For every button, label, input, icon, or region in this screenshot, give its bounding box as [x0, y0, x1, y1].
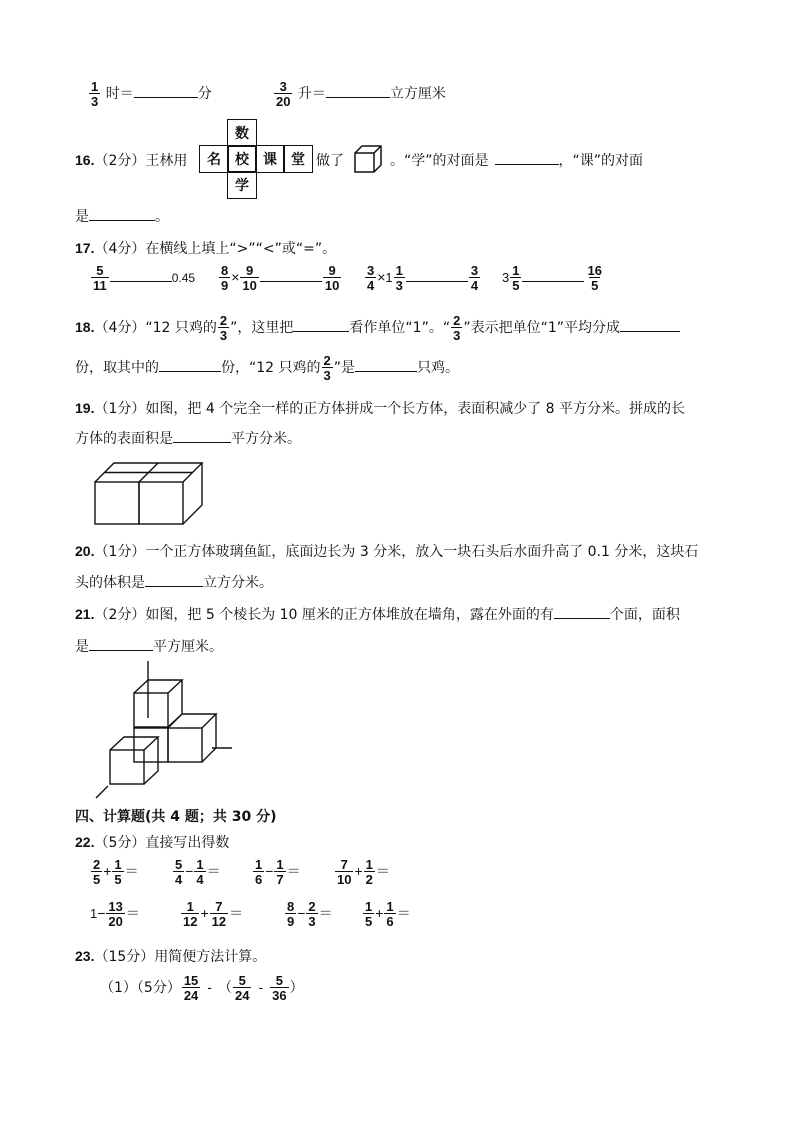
numerator: 3 [470, 263, 479, 278]
text: − [297, 905, 306, 921]
answer-blank[interactable] [89, 206, 155, 221]
fraction [182, 974, 200, 1002]
text: 王林用 [145, 153, 188, 169]
text: ”，这里把 [230, 320, 294, 336]
text: 分 [197, 86, 212, 102]
fraction [364, 858, 375, 886]
compare-1 [90, 264, 195, 292]
text: - [207, 979, 212, 995]
fraction [384, 900, 395, 928]
numerator: 1 [386, 899, 394, 914]
calc-item [252, 858, 301, 886]
answer-blank[interactable] [173, 428, 231, 443]
calc-item [180, 900, 243, 928]
compare-3 [364, 264, 481, 292]
numerator: 2 [219, 313, 228, 328]
text: ＝ [286, 864, 301, 880]
net-cell: 校 [227, 145, 257, 173]
question-16-cont [390, 150, 643, 170]
numerator: 1 [365, 857, 373, 872]
denominator: 3 [91, 94, 99, 109]
text: − [97, 905, 106, 921]
text: 头的体积是 [75, 575, 145, 591]
text: 方体的表面积是 [75, 431, 173, 447]
denominator: 3 [323, 368, 331, 383]
text: 一个正方体玻璃鱼缸，底面边长为 3 分米，放入一块石头后水面升高了 0.1 分米，这块石 [145, 544, 699, 560]
denominator: 12 [211, 914, 227, 929]
fraction [306, 900, 317, 928]
text: 1 [385, 270, 393, 285]
fraction [106, 900, 124, 928]
numerator: 2 [308, 899, 316, 914]
numerator: 2 [323, 353, 331, 368]
text: 只鸡。 [417, 360, 460, 376]
fraction [253, 858, 264, 886]
question-23 [75, 946, 266, 966]
fraction [181, 900, 199, 928]
answer-blank[interactable] [355, 357, 417, 372]
numerator: 1 [255, 857, 263, 872]
text: 用简便方法计算。 [154, 949, 267, 965]
denominator: 4 [175, 872, 183, 887]
numerator: 1 [91, 79, 99, 94]
denominator: 3 [453, 328, 461, 343]
text: ＝ [396, 906, 411, 922]
net-cell: 堂 [283, 145, 313, 173]
denominator: 3 [219, 328, 228, 343]
denominator: 36 [272, 988, 287, 1003]
q15-part-a [88, 80, 212, 108]
numerator: 1 [276, 857, 284, 872]
text: + [354, 863, 363, 879]
text: “12 只鸡的 [145, 320, 217, 336]
text: 22. [75, 834, 95, 850]
text: ） [289, 980, 304, 996]
corner-cubes-figure [92, 658, 237, 803]
answer-blank[interactable] [293, 317, 349, 332]
numerator: 3 [367, 263, 375, 278]
denominator: 12 [183, 914, 198, 929]
denominator: 5 [365, 914, 373, 929]
numerator: 2 [93, 857, 101, 872]
question-18 [75, 314, 680, 342]
denominator: 4 [196, 872, 204, 887]
text: 0.45 [171, 271, 196, 285]
text: 做了 [316, 153, 344, 169]
denominator: 2 [365, 872, 373, 887]
text: + [200, 905, 209, 921]
text: （1分） [94, 401, 146, 417]
compare-2 [218, 264, 342, 292]
text: 17. [75, 240, 95, 256]
question-21 [75, 604, 680, 624]
answer-blank[interactable] [159, 357, 221, 372]
text: 如图，把 4 个完全一样的正方体拼成一个长方体，表面积减少了 8 平方分米。拼成的长 [145, 401, 686, 417]
calc-expression [100, 974, 304, 1002]
text: ＝ [124, 864, 139, 880]
numerator: 1 [186, 899, 194, 914]
text: （4分） [94, 320, 146, 336]
text: ＝ [125, 906, 140, 922]
denominator: 6 [255, 872, 263, 887]
cube-net-figure [200, 120, 312, 198]
q15-part-b [273, 80, 446, 108]
text: （15分） [94, 949, 155, 965]
fraction [112, 858, 123, 886]
denominator: 9 [287, 914, 295, 929]
fraction [218, 314, 229, 342]
text: - [258, 979, 264, 995]
cuboid-figure [92, 460, 214, 530]
fraction [89, 80, 100, 108]
denominator: 20 [108, 914, 123, 929]
answer-blank[interactable] [554, 604, 610, 619]
fraction [194, 858, 205, 886]
question-22 [75, 832, 229, 852]
text: ”表示把单位“1”平均分成 [463, 320, 620, 336]
fraction [274, 858, 285, 886]
text: 在横线上填上“>”“<”或“=”。 [145, 241, 337, 257]
denominator: 5 [591, 278, 599, 293]
cube-icon [353, 144, 383, 174]
net-cell: 名 [199, 145, 229, 173]
text: 个面，面积 [609, 607, 680, 623]
answer-blank[interactable] [110, 267, 172, 282]
numerator: 9 [246, 263, 254, 278]
fraction [469, 264, 480, 292]
fraction [219, 264, 230, 292]
text: ＝ [206, 864, 221, 880]
denominator: 24 [234, 988, 250, 1003]
text: 1 [90, 906, 98, 921]
numerator: 1 [114, 857, 122, 872]
text: + [103, 863, 112, 879]
fraction [274, 80, 292, 108]
numerator: 1 [512, 263, 520, 278]
answer-blank[interactable] [260, 267, 322, 282]
text: × [377, 269, 386, 285]
answer-blank[interactable] [134, 83, 198, 98]
text: 16. [75, 152, 95, 168]
text: ＝ [318, 906, 333, 922]
question-20 [75, 541, 698, 561]
text: 平方分米。 [231, 431, 301, 447]
text: 18. [75, 319, 95, 335]
numerator: 5 [238, 973, 246, 988]
text: 20. [75, 543, 95, 559]
denominator: 7 [276, 872, 284, 887]
fraction [173, 858, 184, 886]
text: 。 [155, 209, 169, 225]
denominator: 10 [324, 278, 340, 293]
denominator: 5 [93, 872, 101, 887]
numerator: 1 [196, 857, 204, 872]
denominator: 6 [386, 914, 394, 929]
answer-blank[interactable] [495, 150, 559, 165]
text: 看作单位“1”。“ [349, 320, 451, 336]
fraction [285, 900, 296, 928]
text: − [265, 863, 274, 879]
numerator: 9 [328, 263, 336, 278]
text: （1分） [94, 544, 146, 560]
fraction [585, 264, 603, 292]
numerator: 7 [340, 857, 348, 872]
numerator: 1 [395, 263, 403, 278]
text: （5分） [94, 835, 146, 851]
denominator: 4 [470, 278, 479, 293]
denominator: 5 [512, 278, 520, 293]
answer-blank[interactable] [406, 267, 468, 282]
fraction [323, 264, 341, 292]
question-18-cont [75, 354, 459, 382]
text: × [231, 269, 240, 285]
numerator: 2 [453, 313, 461, 328]
fraction [91, 858, 102, 886]
text: 立方分米。 [203, 575, 273, 591]
text: 四、计算题(共 4 题；共 30 分) [75, 809, 277, 825]
fraction [335, 858, 353, 886]
text: − [185, 863, 194, 879]
numerator: 3 [279, 79, 287, 94]
calc-item [284, 900, 333, 928]
calc-item [90, 900, 140, 928]
fraction [233, 974, 251, 1002]
numerator: 8 [287, 899, 295, 914]
text: 。“学”的对面是 [390, 153, 489, 169]
text: 立方厘米 [389, 86, 446, 102]
text: 直接写出得数 [145, 835, 230, 851]
numerator: 5 [96, 263, 104, 278]
denominator: 5 [114, 872, 122, 887]
text: ＝ [229, 906, 244, 922]
text: 3 [502, 270, 510, 285]
denominator: 3 [308, 914, 316, 929]
question-17 [75, 238, 336, 258]
text: 是 [75, 209, 89, 225]
calc-item [172, 858, 221, 886]
denominator: 11 [93, 278, 107, 293]
text: 如图，把 5 个棱长为 10 厘米的正方体堆放在墙角，露在外面的有 [145, 607, 554, 623]
denominator: 4 [367, 278, 375, 293]
fraction [451, 314, 462, 342]
fraction [270, 974, 288, 1002]
numerator: 8 [221, 263, 229, 278]
section-title [75, 806, 277, 826]
answer-blank[interactable] [522, 267, 584, 282]
answer-blank[interactable] [326, 83, 390, 98]
denominator: 24 [183, 988, 199, 1003]
fraction [365, 264, 376, 292]
numerator: 15 [183, 973, 199, 988]
denominator: 20 [276, 94, 291, 109]
numerator: 5 [275, 973, 283, 988]
answer-blank[interactable] [620, 317, 680, 332]
denominator: 3 [395, 278, 403, 293]
fraction [322, 354, 333, 382]
numerator: 13 [108, 899, 123, 914]
text: 平方厘米。 [153, 639, 223, 655]
numerator: 1 [365, 899, 373, 914]
calc-item [362, 900, 411, 928]
numerator: 16 [587, 263, 602, 278]
text: （2分） [94, 153, 146, 169]
unit-text: 时＝ [105, 86, 134, 102]
text: ，“课”的对面 [558, 153, 644, 169]
calc-item [334, 858, 390, 886]
answer-blank[interactable] [89, 636, 153, 651]
text: （2分） [94, 607, 146, 623]
calc-item [90, 858, 139, 886]
fraction [394, 264, 405, 292]
text: 份，“12 只鸡的 [221, 360, 321, 376]
text: 23. [75, 948, 95, 964]
text: 19. [75, 400, 95, 416]
text: 升＝ [297, 86, 326, 102]
fraction [91, 264, 109, 292]
fraction [210, 900, 228, 928]
text: （ [217, 980, 232, 996]
net-cell: 课 [255, 145, 285, 173]
compare-4 [502, 264, 605, 292]
text: 21. [75, 606, 95, 622]
text: （4分） [94, 241, 146, 257]
text: ＝ [375, 864, 390, 880]
text: + [375, 905, 384, 921]
denominator: 10 [242, 278, 257, 293]
fraction [240, 264, 258, 292]
numerator: 7 [215, 899, 223, 914]
denominator: 10 [337, 872, 352, 887]
question-16 [75, 150, 187, 170]
net-cell: 数 [227, 119, 257, 147]
text: ”是 [333, 360, 356, 376]
fraction [510, 264, 521, 292]
denominator: 9 [221, 278, 229, 293]
text: 是 [75, 639, 89, 655]
answer-blank[interactable] [145, 572, 203, 587]
text: 份，取其中的 [75, 360, 159, 376]
text: （1）（5分） [100, 980, 181, 996]
numerator: 5 [175, 857, 183, 872]
fraction [363, 900, 374, 928]
question-19 [75, 398, 685, 418]
net-cell: 学 [227, 171, 257, 199]
